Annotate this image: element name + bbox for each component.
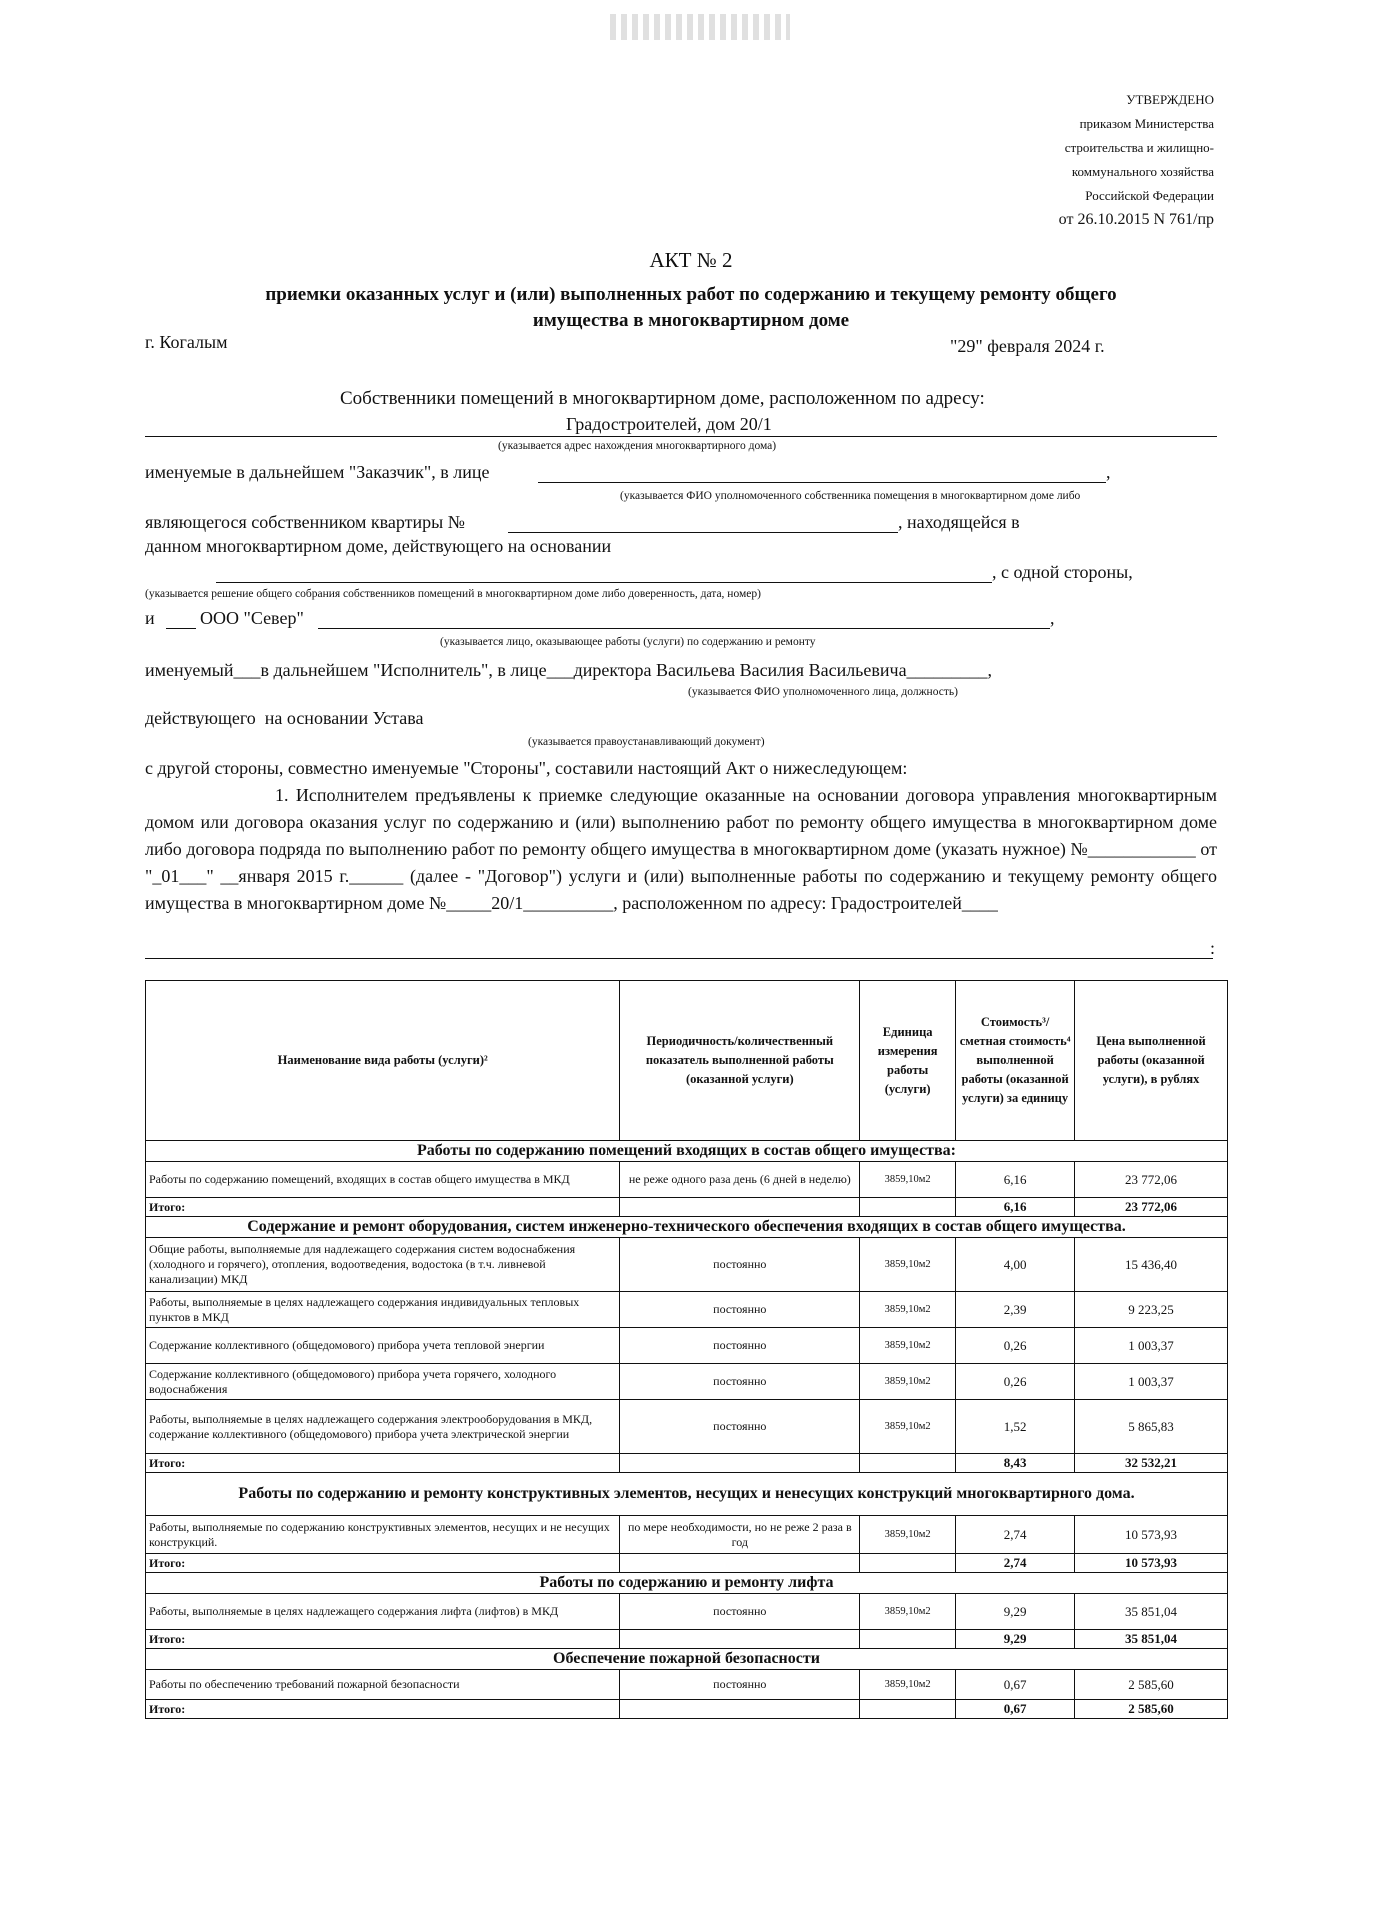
cell-cost: 2,74 [956, 1516, 1075, 1554]
table-row [146, 1162, 1228, 1198]
cell-unit: 3859,10м2 [860, 1292, 956, 1328]
located-in: , находящейся в [898, 512, 1020, 532]
cell-name: Работы, выполняемые по содержанию конструктивных элементов, несущих и не несущих конструкций. [146, 1516, 620, 1554]
owners-line: Собственники помещений в многоквартирном доме, расположенном по адресу: [340, 388, 985, 409]
cell-name: Работы, выполняемые в целях надлежащего содержания электрооборудования в МКД, содержание коллективного (общедомового) прибора учета электрической энергии [146, 1400, 620, 1454]
total-cost: 2,74 [956, 1554, 1075, 1573]
table-row [146, 1328, 1228, 1364]
header-price: Цена выполненной работы (оказанной услуги), в рублях [1075, 981, 1228, 1141]
cell-period: постоянно [620, 1238, 860, 1292]
contractor-underline-pre [166, 628, 196, 629]
address-hint: (указывается адрес нахождения многоквартирного дома) [498, 440, 777, 452]
cell-unit: 3859,10м2 [860, 1238, 956, 1292]
basis-underline [216, 582, 992, 583]
total-row [146, 1454, 1228, 1473]
cell-price: 15 436,40 [1075, 1238, 1228, 1292]
works-table [145, 980, 1228, 1719]
cell-unit: 3859,10м2 [860, 1162, 956, 1198]
total-price: 35 851,04 [1075, 1630, 1228, 1649]
section-title: Работы по содержанию и ремонту лифта [146, 1573, 1228, 1594]
total-label: Итого: [146, 1700, 620, 1719]
header-period: Периодичность/количественный показатель выполненной работы (оказанной услуги) [620, 981, 860, 1141]
cell-name: Содержание коллективного (общедомового) прибора учета тепловой энергии [146, 1328, 620, 1364]
total-row [146, 1198, 1228, 1217]
approval-line: приказом Министерства [1079, 116, 1214, 131]
table-row [146, 1670, 1228, 1700]
cell-period: постоянно [620, 1400, 860, 1454]
cell-period: постоянно [620, 1292, 860, 1328]
act-subtitle-line-2: имущества в многоквартирном доме [532, 310, 850, 331]
contractor-underline [318, 628, 1050, 629]
section-title: Работы по содержанию и ремонту конструктивных элементов, несущих и ненесущих конструкций многоквартирного дома. [146, 1473, 1228, 1516]
cell-price: 23 772,06 [1075, 1162, 1228, 1198]
total-cost: 8,43 [956, 1454, 1075, 1473]
cell-cost: 0,67 [956, 1670, 1075, 1700]
contractor-hint: (указывается лицо, оказывающее работы (услуги) по содержанию и ремонту [440, 636, 816, 648]
cell-name: Работы по содержанию помещений, входящих в состав общего имущества в МКД [146, 1162, 620, 1198]
cell-price: 10 573,93 [1075, 1516, 1228, 1554]
section-row [146, 1649, 1228, 1670]
comma: , [1106, 462, 1111, 482]
section-row [146, 1573, 1228, 1594]
cell-name: Работы, выполняемые в целях надлежащего содержания индивидуальных тепловых пунктов в МКД [146, 1292, 620, 1328]
approval-line: строительства и жилищно- [1064, 140, 1214, 155]
header-name: Наименование вида работы (услуги)² [146, 981, 620, 1141]
empty-cell [860, 1198, 956, 1217]
total-label: Итого: [146, 1554, 620, 1573]
cell-price: 1 003,37 [1075, 1328, 1228, 1364]
building-address: Градостроителей, дом 20/1 [566, 414, 772, 434]
section-title: Обеспечение пожарной безопасности [146, 1649, 1228, 1670]
total-cost: 9,29 [956, 1630, 1075, 1649]
ustav-line: действующего на основании Устава [145, 708, 424, 728]
cell-unit: 3859,10м2 [860, 1594, 956, 1630]
basis-line: данном многоквартирном доме, действующего на основании [145, 536, 612, 556]
empty-cell [620, 1630, 860, 1649]
cell-price: 9 223,25 [1075, 1292, 1228, 1328]
total-label: Итого: [146, 1454, 620, 1473]
customer-hint: (указывается ФИО уполномоченного собственника помещения в многоквартирном доме либо [620, 490, 1081, 502]
empty-cell [620, 1198, 860, 1217]
table-row [146, 1516, 1228, 1554]
total-price: 2 585,60 [1075, 1700, 1228, 1719]
empty-cell [860, 1454, 956, 1473]
cell-period: постоянно [620, 1670, 860, 1700]
header-unit: Единица измерения работы (услуги) [860, 981, 956, 1141]
approval-line: Российской Федерации [1085, 188, 1214, 203]
empty-cell [620, 1454, 860, 1473]
comma: , [1050, 608, 1055, 628]
act-subtitle [0, 282, 1382, 334]
total-label: Итого: [146, 1198, 620, 1217]
and-label: и [145, 608, 155, 628]
city: г. Когалым [145, 332, 228, 352]
executor-line: именуемый___в дальнейшем "Исполнитель", в лице___директора Васильева Василия Васильевича_________, [145, 660, 993, 680]
cell-name: Общие работы, выполняемые для надлежащего содержания систем водоснабжения (холодного и горячего), отопления, водоотведения, водостока (в т.ч. ливневой канализации) МКД [146, 1238, 620, 1292]
scan-artifact [610, 14, 790, 40]
customer-line: именуемые в дальнейшем "Заказчик", в лице [145, 462, 490, 482]
cell-cost: 6,16 [956, 1162, 1075, 1198]
ustav-hint: (указывается правоустанавливающий документ) [528, 736, 765, 748]
total-price: 10 573,93 [1075, 1554, 1228, 1573]
cell-cost: 0,26 [956, 1364, 1075, 1400]
total-label: Итого: [146, 1630, 620, 1649]
cell-cost: 4,00 [956, 1238, 1075, 1292]
cell-cost: 9,29 [956, 1594, 1075, 1630]
approval-order: от 26.10.2015 N 761/пр [1058, 211, 1214, 228]
cell-unit: 3859,10м2 [860, 1328, 956, 1364]
cell-unit: 3859,10м2 [860, 1400, 956, 1454]
table-row [146, 1400, 1228, 1454]
paragraph-1: 1. Исполнителем предъявлены к приемке следующие оказанные на основании договора управления многоквартирным домом или договора оказания услуг по содержанию и (или) выполнению работ по ремонту общего имущества в многоквартирном доме либо договора подряда по выполнению работ по ремонту общего имущества в многоквартирном доме (указать нужное) №____________ от "_01___" __января 2015 г.______ (далее - "Договор") услуги и (или) выполненные работы по содержанию и текущему ремонту общего имущества в многоквартирном доме №_____20/1__________, расположенном по адресу: Градостроителей____ [145, 785, 1217, 913]
one-side: , с одной стороны, [992, 562, 1133, 582]
table-row [146, 1364, 1228, 1400]
section-row [146, 1141, 1228, 1162]
section-title: Работы по содержанию помещений входящих в состав общего имущества: [146, 1141, 1228, 1162]
cell-unit: 3859,10м2 [860, 1364, 956, 1400]
table-row [146, 1594, 1228, 1630]
act-date: "29" февраля 2024 г. [950, 336, 1105, 356]
executor-hint: (указывается ФИО уполномоченного лица, должность) [688, 686, 958, 698]
empty-cell [620, 1554, 860, 1573]
approval-block [1059, 88, 1214, 232]
empty-cell [620, 1700, 860, 1719]
empty-cell [860, 1630, 956, 1649]
other-side-line: с другой стороны, совместно именуемые "Стороны", составили настоящий Акт о нижеследующем: [145, 758, 908, 778]
cell-cost: 0,26 [956, 1328, 1075, 1364]
total-row [146, 1554, 1228, 1573]
cell-unit: 3859,10м2 [860, 1670, 956, 1700]
table-header-row [146, 981, 1228, 1141]
address-continuation-underline [145, 958, 1213, 959]
cell-period: по мере необходимости, но не реже 2 раза в год [620, 1516, 860, 1554]
empty-cell [860, 1554, 956, 1573]
approval-line: коммунального хозяйства [1071, 164, 1214, 179]
act-title: АКТ № 2 [649, 248, 733, 272]
cell-cost: 1,52 [956, 1400, 1075, 1454]
total-row [146, 1700, 1228, 1719]
section-title: Содержание и ремонт оборудования, систем инженерно-технического обеспечения входящих в состав общего имущества. [146, 1217, 1228, 1238]
section-row [146, 1473, 1228, 1516]
cell-name: Содержание коллективного (общедомового) прибора учета горячего, холодного водоснабжения [146, 1364, 620, 1400]
cell-price: 1 003,37 [1075, 1364, 1228, 1400]
cell-period: постоянно [620, 1594, 860, 1630]
table-row [146, 1292, 1228, 1328]
basis-hint: (указывается решение общего собрания собственников помещений в многоквартирном доме либо доверенность, дата, номер) [145, 588, 761, 600]
cell-period: постоянно [620, 1328, 860, 1364]
section-row [146, 1217, 1228, 1238]
approval-line: УТВЕРЖДЕНО [1126, 92, 1214, 107]
table-row [146, 1238, 1228, 1292]
header-cost: Стоимость³/сметная стоимость⁴ выполненной работы (оказанной услуги) за единицу [956, 981, 1075, 1141]
empty-cell [860, 1700, 956, 1719]
act-subtitle-line-1: приемки оказанных услуг и (или) выполненных работ по содержанию и текущему ремонту общего [265, 284, 1117, 305]
total-price: 32 532,21 [1075, 1454, 1228, 1473]
cell-cost: 2,39 [956, 1292, 1075, 1328]
owner-apartment-line: являющегося собственником квартиры № [145, 512, 465, 532]
customer-underline [538, 482, 1106, 483]
cell-name: Работы по обеспечению требований пожарной безопасности [146, 1670, 620, 1700]
cell-period: постоянно [620, 1364, 860, 1400]
cell-period: не реже одного раза день (6 дней в неделю) [620, 1162, 860, 1198]
contractor-name: ООО "Север" [200, 608, 304, 628]
total-cost: 6,16 [956, 1198, 1075, 1217]
apartment-underline [508, 532, 898, 533]
cell-price: 2 585,60 [1075, 1670, 1228, 1700]
cell-unit: 3859,10м2 [860, 1516, 956, 1554]
total-price: 23 772,06 [1075, 1198, 1228, 1217]
cell-price: 35 851,04 [1075, 1594, 1228, 1630]
total-cost: 0,67 [956, 1700, 1075, 1719]
cell-name: Работы, выполняемые в целях надлежащего содержания лифта (лифтов) в МКД [146, 1594, 620, 1630]
total-row [146, 1630, 1228, 1649]
address-underline [145, 436, 1217, 437]
colon: : [1210, 938, 1216, 958]
cell-price: 5 865,83 [1075, 1400, 1228, 1454]
